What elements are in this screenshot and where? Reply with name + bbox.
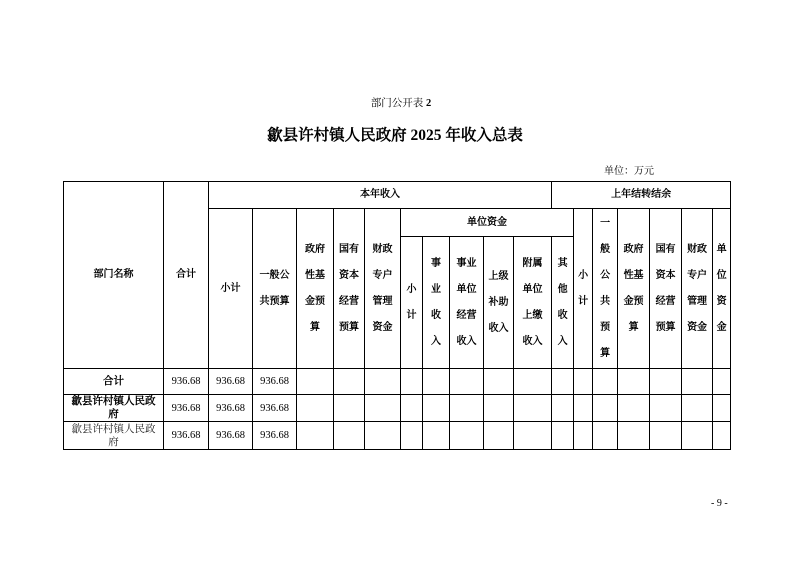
- header-label: 财政专户管理资金: [372, 243, 393, 333]
- row-name-cell: [64, 369, 164, 395]
- table-cell: [593, 395, 618, 422]
- table-cell: [650, 369, 682, 395]
- table-row: [64, 369, 731, 395]
- col-header-co-unit-funds: [713, 209, 731, 369]
- header-label: 其他收入: [557, 257, 568, 347]
- cell-total: 936.68: [164, 422, 209, 450]
- form-number: 2: [425, 98, 432, 109]
- table-cell: [334, 422, 365, 450]
- header-label: 小计: [578, 269, 589, 307]
- col-header-co-subtotal: [574, 209, 593, 369]
- table-cell: [365, 369, 401, 395]
- form-label-text: 部门公开表: [370, 98, 424, 109]
- col-header-uf-superior-subsidy: [484, 237, 514, 369]
- table-cell: [682, 422, 713, 450]
- header-label: 国有资本经营预算: [655, 243, 676, 333]
- table-cell: [423, 422, 450, 450]
- col-header-unit-funds: 单位资金: [401, 209, 574, 237]
- unit-label: 单位：万元: [604, 166, 654, 177]
- cell-cy-subtotal: 936.68: [209, 369, 253, 395]
- page-title: 歙县许村镇人民政府 2025 年收入总表: [267, 127, 523, 144]
- header-row-1: [64, 182, 731, 209]
- income-summary-table: [63, 181, 731, 450]
- page-number: - 9 -: [711, 498, 728, 509]
- header-label: 上级补助收入: [488, 270, 509, 334]
- table-cell: [682, 395, 713, 422]
- header-label: 国有资本经营预算: [339, 243, 359, 333]
- table-cell: [450, 369, 484, 395]
- col-header-current-year-income: 本年收入: [209, 182, 552, 209]
- header-label: 财政专户管理资金: [687, 243, 708, 333]
- table-cell: [574, 369, 593, 395]
- row-name-cell: [64, 395, 164, 422]
- col-header-dept-name: 部门名称: [64, 182, 164, 369]
- table-cell: [618, 422, 650, 450]
- col-header-co-fiscal-account: [682, 209, 713, 369]
- header-label: 一般公共预算: [259, 269, 290, 307]
- col-header-cy-gov-fund: [297, 209, 334, 369]
- col-header-uf-operating-income: [450, 237, 484, 369]
- table-cell: [713, 395, 731, 422]
- col-header-co-state-capital: [650, 209, 682, 369]
- table-cell: [574, 395, 593, 422]
- table-cell: [593, 369, 618, 395]
- cell-cy-subtotal: 936.68: [209, 395, 253, 422]
- table-cell: [401, 369, 423, 395]
- table-cell: [423, 369, 450, 395]
- col-header-co-gov-fund: [618, 209, 650, 369]
- col-header-co-general-budget: [593, 209, 618, 369]
- cell-total: 936.68: [164, 395, 209, 422]
- col-header-cy-state-capital: [334, 209, 365, 369]
- table-cell: [552, 395, 574, 422]
- col-header-cy-fiscal-account: [365, 209, 401, 369]
- table-cell: [514, 369, 552, 395]
- row-name-cell: [64, 422, 164, 450]
- table-cell: [484, 422, 514, 450]
- table-cell: [650, 422, 682, 450]
- cell-cy-general-budget: 936.68: [253, 422, 297, 450]
- table-cell: [297, 369, 334, 395]
- header-label: 附属单位上缴收入: [522, 257, 543, 347]
- col-header-uf-business-income: [423, 237, 450, 369]
- table-cell: [484, 395, 514, 422]
- col-header-cy-subtotal: 小计: [209, 209, 253, 369]
- table-cell: [484, 369, 514, 395]
- table-cell: [514, 395, 552, 422]
- table-cell: [574, 422, 593, 450]
- cell-cy-general-budget: 936.68: [253, 369, 297, 395]
- table-cell: [618, 369, 650, 395]
- row-name: 歙县许村镇人民政府: [71, 423, 156, 448]
- table-cell: [423, 395, 450, 422]
- row-name: 合计: [103, 376, 124, 387]
- table-cell: [334, 395, 365, 422]
- cell-cy-subtotal: 936.68: [209, 422, 253, 450]
- header-label: 单位资金: [716, 243, 727, 333]
- table-row: [64, 422, 731, 450]
- header-label: 政府性基金预算: [623, 243, 644, 333]
- table-cell: [297, 395, 334, 422]
- table-cell: [401, 422, 423, 450]
- header-label: 一般公共预算: [600, 217, 611, 359]
- table-cell: [713, 369, 731, 395]
- form-label: [0, 97, 800, 111]
- col-header-uf-other-income: [552, 237, 574, 369]
- table-cell: [365, 422, 401, 450]
- col-header-total: 合计: [164, 182, 209, 369]
- cell-cy-general-budget: 936.68: [253, 395, 297, 422]
- header-label: 事业单位经营收入: [456, 257, 477, 347]
- table-cell: [297, 422, 334, 450]
- table-cell: [401, 395, 423, 422]
- table-cell: [514, 422, 552, 450]
- table-cell: [593, 422, 618, 450]
- table-cell: [365, 395, 401, 422]
- table-cell: [618, 395, 650, 422]
- row-name: 歙县许村镇人民政府: [71, 396, 156, 420]
- header-label: 政府性基金预算: [305, 243, 325, 333]
- table-cell: [450, 422, 484, 450]
- col-header-carryover: 上年结转结余: [552, 182, 731, 209]
- table-cell: [650, 395, 682, 422]
- cell-total: 936.68: [164, 369, 209, 395]
- table-cell: [713, 422, 731, 450]
- table-cell: [334, 369, 365, 395]
- table-cell: [682, 369, 713, 395]
- table-cell: [450, 395, 484, 422]
- col-header-uf-affiliated-remit: [514, 237, 552, 369]
- table-cell: [552, 422, 574, 450]
- table-row: [64, 395, 731, 422]
- col-header-cy-general-budget: [253, 209, 297, 369]
- header-label: 小计: [406, 283, 417, 321]
- table-cell: [552, 369, 574, 395]
- col-header-uf-subtotal: [401, 237, 423, 369]
- header-label: 事业收入: [431, 257, 441, 347]
